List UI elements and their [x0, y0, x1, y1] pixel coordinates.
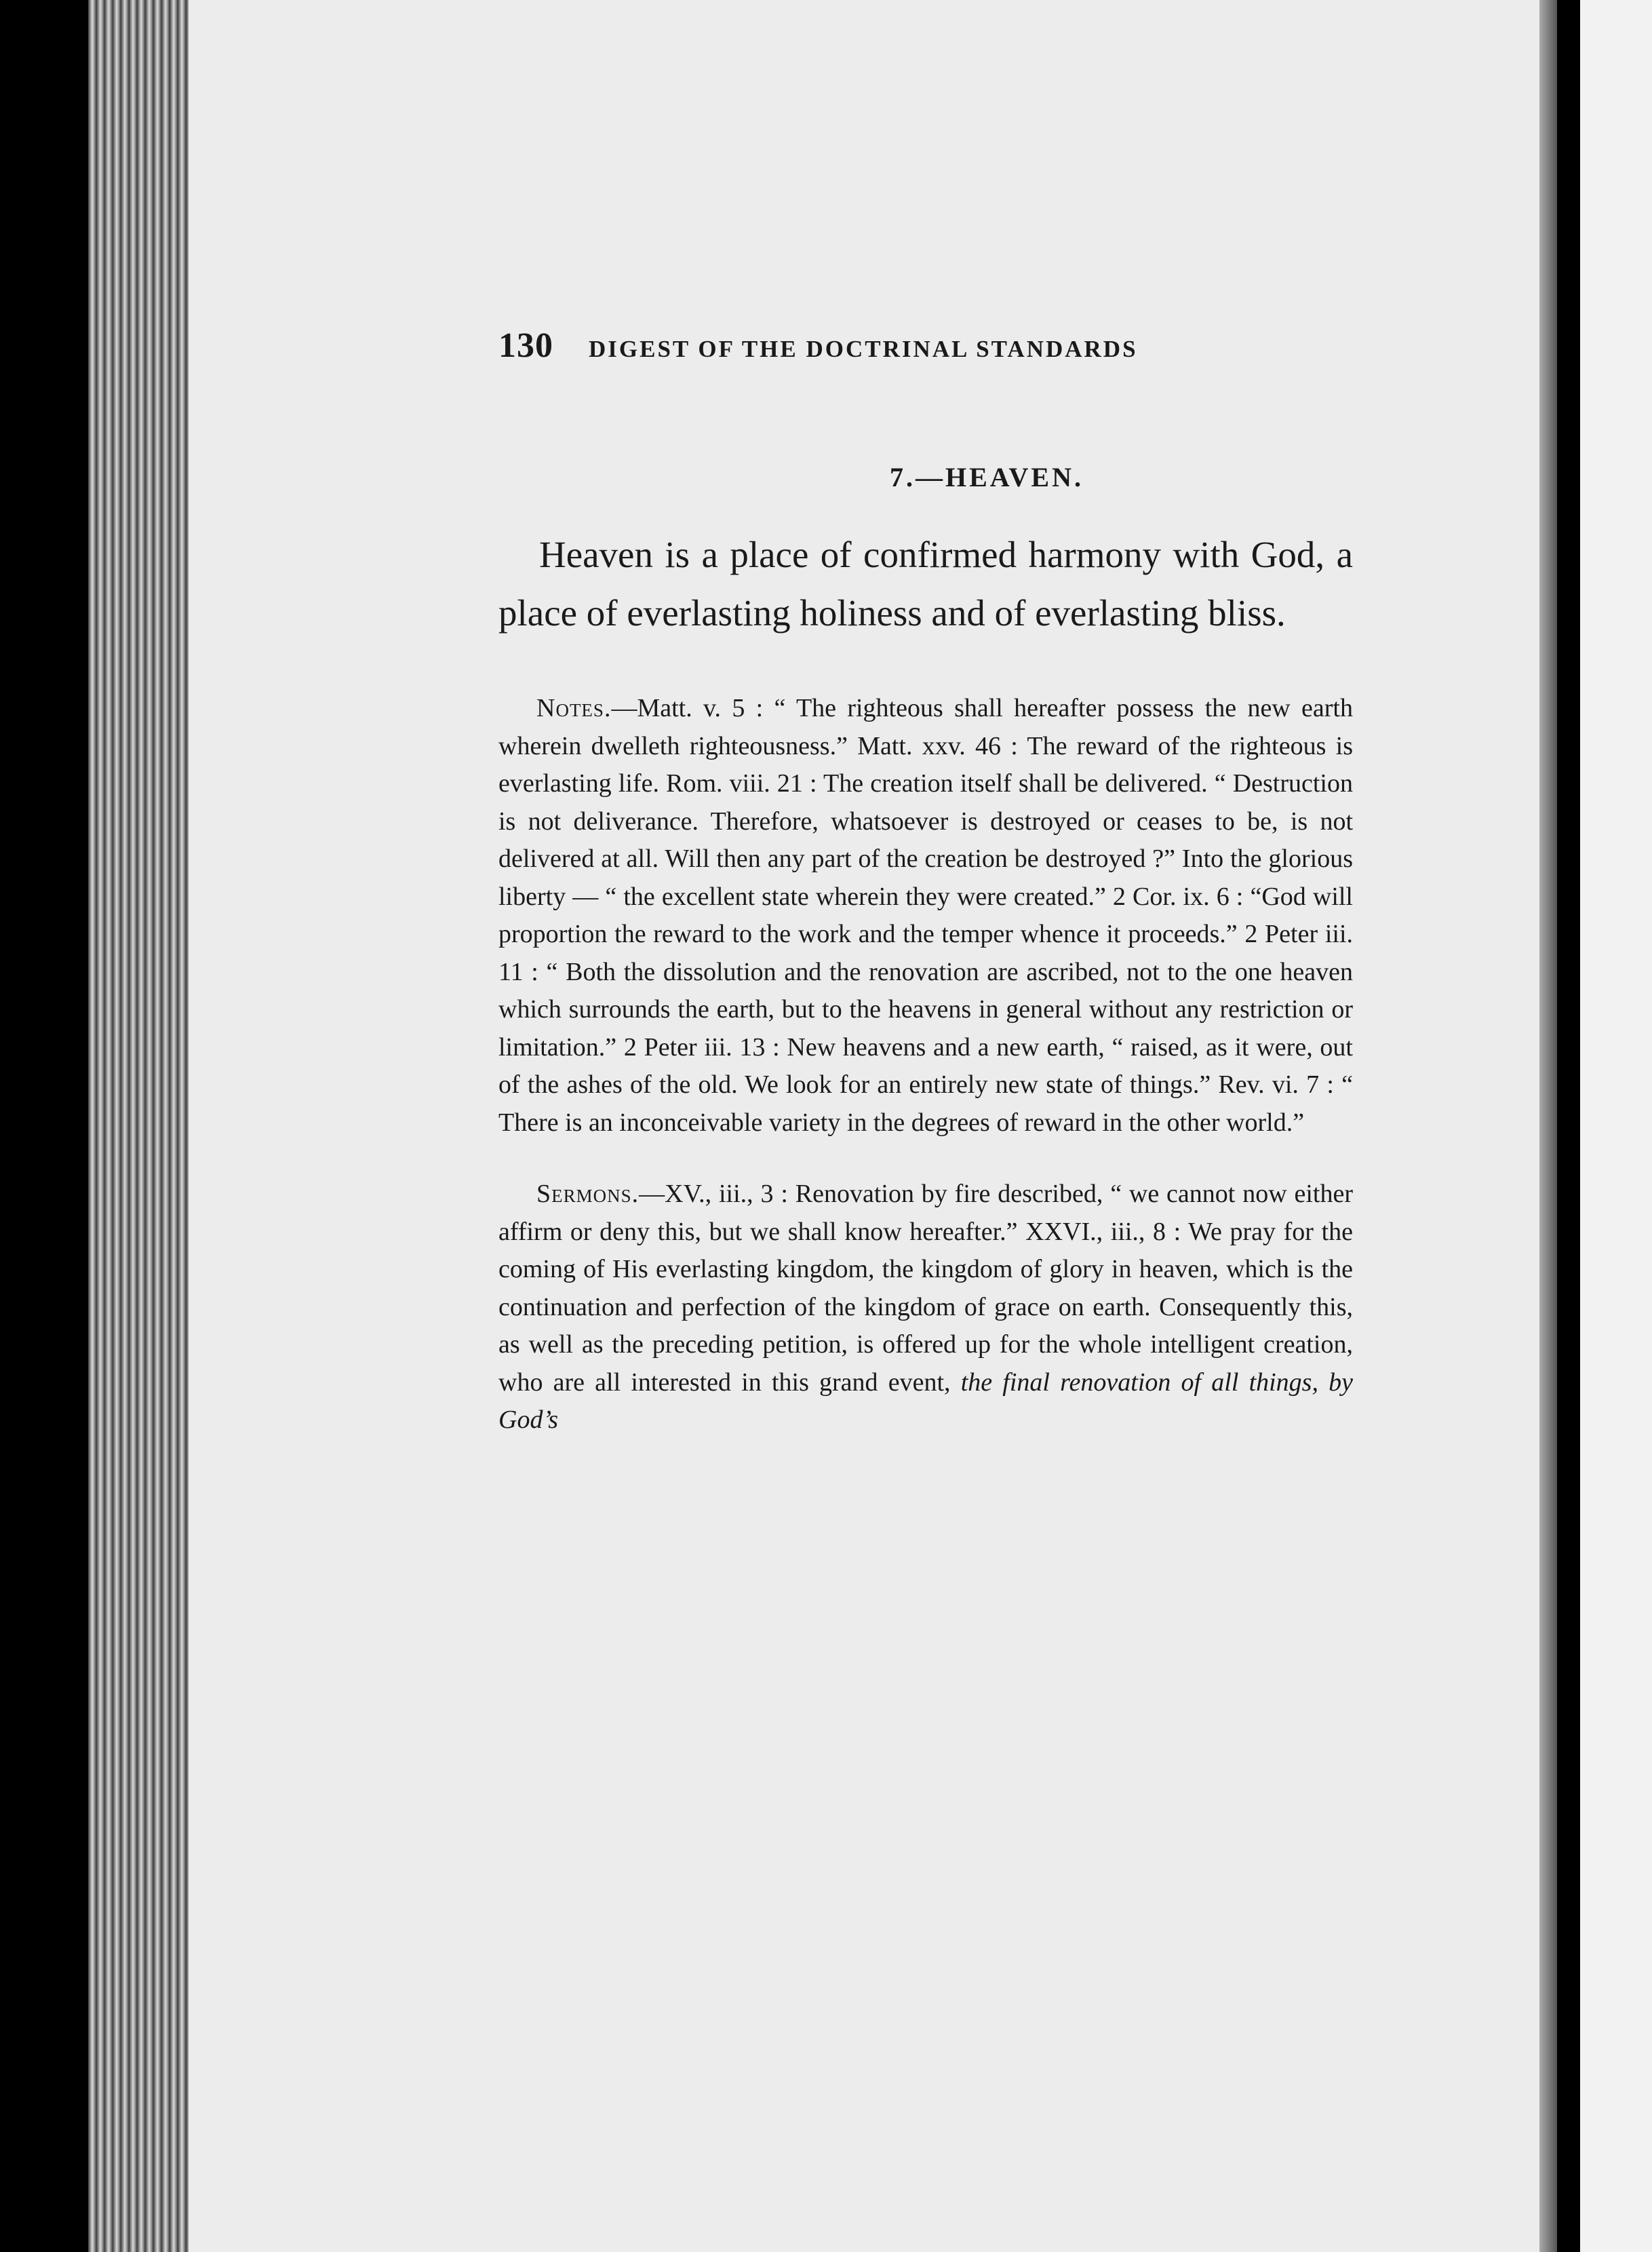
running-title: DIGEST OF THE DOCTRINAL STANDARDS — [589, 336, 1138, 362]
sermons-label: Sermons. — [536, 1180, 640, 1208]
notes-text: —Matt. v. 5 : “ The righteous shall hereafter possess the new earth wherein dwelleth righteousness.” Matt. xxv. 46 : The reward of the righteous is everlasting life. Rom. viii. 21 : The creation itself shall be delivered. “ Destruction is not deliverance. Therefore, whatsoever is destroyed or ceases to be, is not delivered at all. Will then any part of the creation be destroyed ?” Into the glorious liberty — “ the excellent state wherein they were created.” 2 Cor. ix. 6 : “God will proportion the reward to the work and the temper whence it proceeds.” 2 Peter iii. 11 : “ Both the dissolution and the renovation are ascribed, not to the one heaven which surrounds the earth, but to the heavens in general without any restriction or limitation.” 2 Peter iii. 13 : New heavens and a new earth, “ raised, as it were, out of the ashes of the old. We look for an entirely new state of things.” Rev. vi. 7 : “ There is an inconceivable variety in the degrees of reward in the other world.” — [498, 694, 1353, 1137]
running-head — [498, 326, 1353, 393]
page-text-block — [498, 326, 1353, 1439]
sermons-paragraph — [498, 1176, 1353, 1439]
notes-paragraph — [498, 690, 1353, 1142]
section-heading: 7.—HEAVEN. — [890, 462, 1084, 492]
notes-label: Notes. — [536, 694, 612, 722]
sermons-text: —XV., iii., 3 : Renovation by fire described, “ we cannot now either affirm or deny this, but we shall know hereafter.” XXVI., iii., 8 : We pray for the coming of His everlasting kingdom, the kingdom of glory in heaven, which is the continuation and perfection of the kingdom of grace on earth. Consequently this, as well as the preceding petition, is offered up for the whole intelligent creation, who are all interested in this grand event, — [498, 1180, 1353, 1397]
gutter-shadow — [1539, 0, 1557, 2252]
sermons-italic-tail: the final renovation of all things, by God’s — [498, 1367, 1354, 1434]
stacked-page-edges — [88, 0, 190, 2252]
proposition-paragraph: Heaven is a place of confirmed harmony with God, a place of everlasting holiness and of everlasting bliss. — [498, 534, 1353, 634]
facing-page-edge — [1580, 0, 1652, 2252]
page-number: 130 — [498, 326, 553, 365]
